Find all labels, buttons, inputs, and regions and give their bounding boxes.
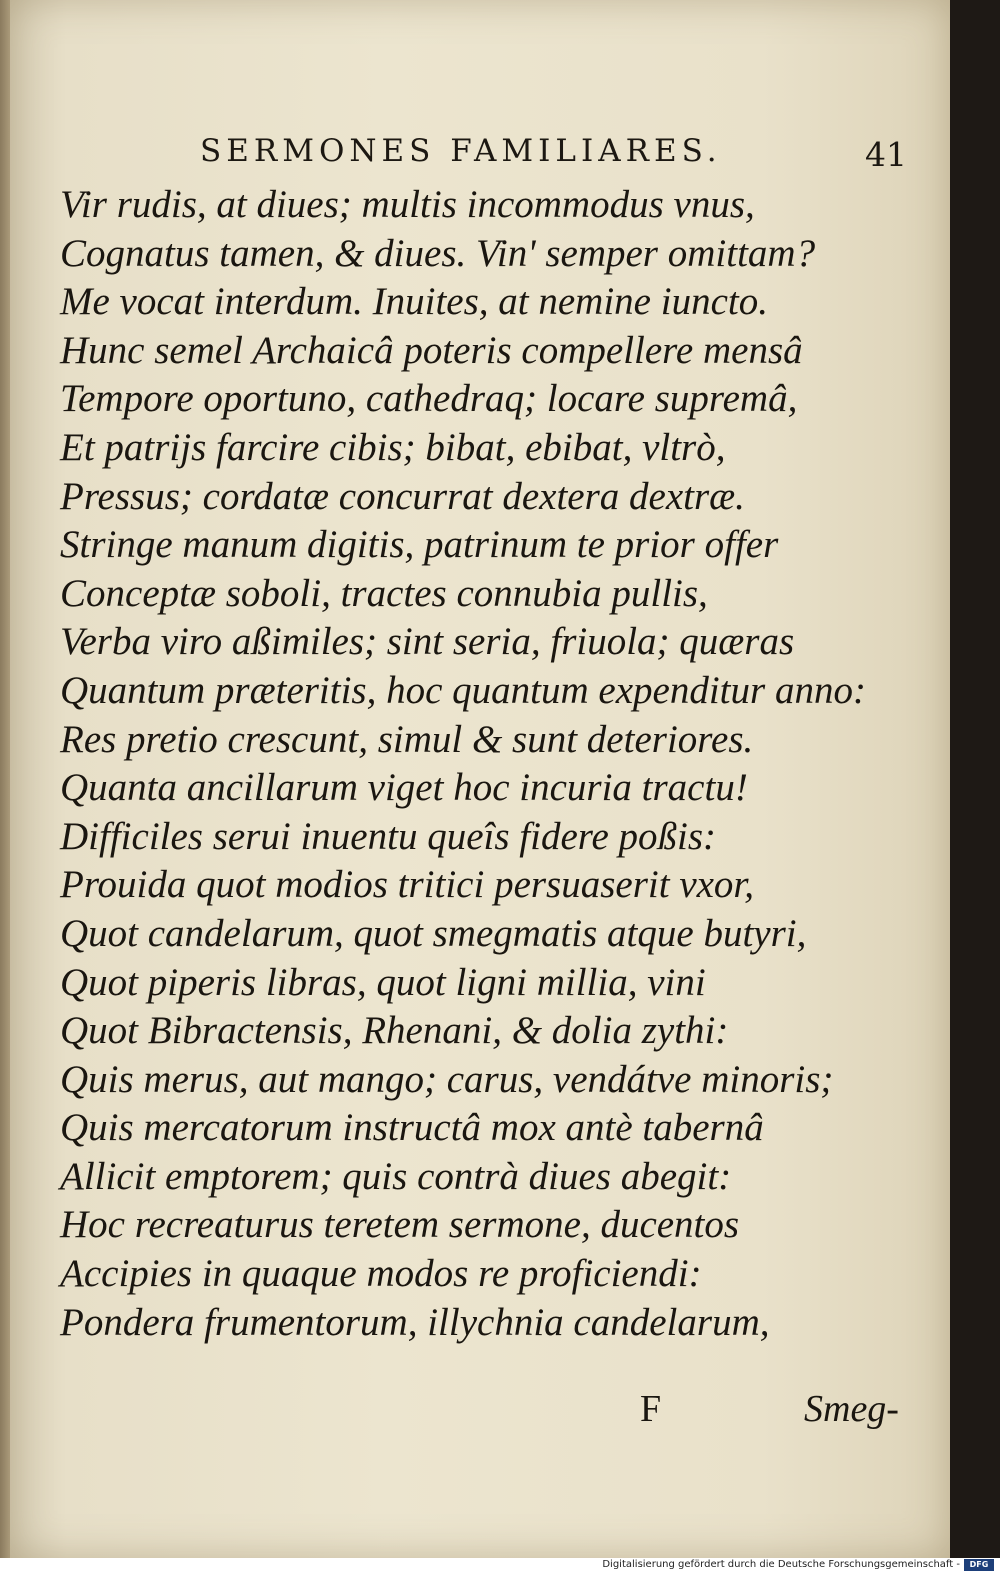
- verse-text: [60, 181, 930, 1347]
- verse-line: Quot candelarum, quot smegmatis atque butyri,: [60, 911, 807, 955]
- running-head: SERMONES FAMILIARES.: [200, 133, 722, 169]
- verse-line: Stringe manum digitis, patrinum te prior offer: [60, 523, 779, 567]
- verse-line: Difficiles serui inuentu queîs fidere poßis:: [60, 814, 717, 858]
- verse-line: Quot piperis libras, quot ligni millia, vini: [60, 960, 706, 1004]
- book-page: [10, 0, 950, 1558]
- verse-line: Quot Bibractensis, Rhenani, & dolia zythi:: [60, 1009, 729, 1053]
- verse-line: Et patrijs farcire cibis; bibat, ebibat, vltrò,: [60, 425, 726, 469]
- verse-line: Vir rudis, at diues; multis incommodus vnus,: [60, 183, 755, 226]
- verse-line: Conceptæ soboli, tractes connubia pullis,: [60, 571, 708, 615]
- verse-line: Cognatus tamen, & diues. Vin' semper omittam?: [60, 231, 816, 275]
- catchword: Smeg-: [804, 1388, 899, 1430]
- verse-line: Quis merus, aut mango; carus, vendátve minoris;: [60, 1057, 834, 1101]
- verse-line: Allicit emptorem; quis contrà diues abegit:: [60, 1154, 732, 1198]
- page-header: [200, 133, 907, 174]
- signature-mark: F: [640, 1388, 662, 1430]
- verse-line: Hoc recreaturus teretem sermone, ducentos: [60, 1203, 740, 1247]
- verse-line: Verba viro aßimiles; sint seria, friuola; quæras: [60, 620, 795, 664]
- digitization-credit: Digitalisierung gefördert durch die Deutsche Forschungsgemeinschaft -: [602, 1559, 960, 1570]
- verse-line: Prouida quot modios tritici persuaserit vxor,: [60, 863, 755, 907]
- verse-line: Hunc semel Archaicâ poteris compellere mensâ: [60, 328, 803, 372]
- dfg-logo-icon: DFG: [964, 1559, 994, 1571]
- verse-line: Tempore oportuno, cathedraq; locare supremâ,: [60, 377, 798, 421]
- verse-line: Pondera frumentorum, illychnia candelarum,: [60, 1300, 770, 1344]
- page-number: 41: [865, 135, 907, 174]
- verse-line: Pressus; cordatæ concurrat dextera dextræ.: [60, 474, 745, 518]
- verse-line: Quantum præteritis, hoc quantum expenditur anno:: [60, 668, 866, 712]
- verse-line: Me vocat interdum. Inuites, at nemine iuncto.: [60, 280, 768, 324]
- verse-line: Res pretio crescunt, simul & sunt deteriores.: [60, 717, 754, 761]
- verse-line: Accipies in quaque modos re proficiendi:: [60, 1252, 702, 1296]
- verse-line: Quanta ancillarum viget hoc incuria tractu!: [60, 766, 748, 810]
- verse-line: Quis mercatorum instructâ mox antè tabernâ: [60, 1106, 764, 1150]
- page-footer: [640, 1387, 940, 1437]
